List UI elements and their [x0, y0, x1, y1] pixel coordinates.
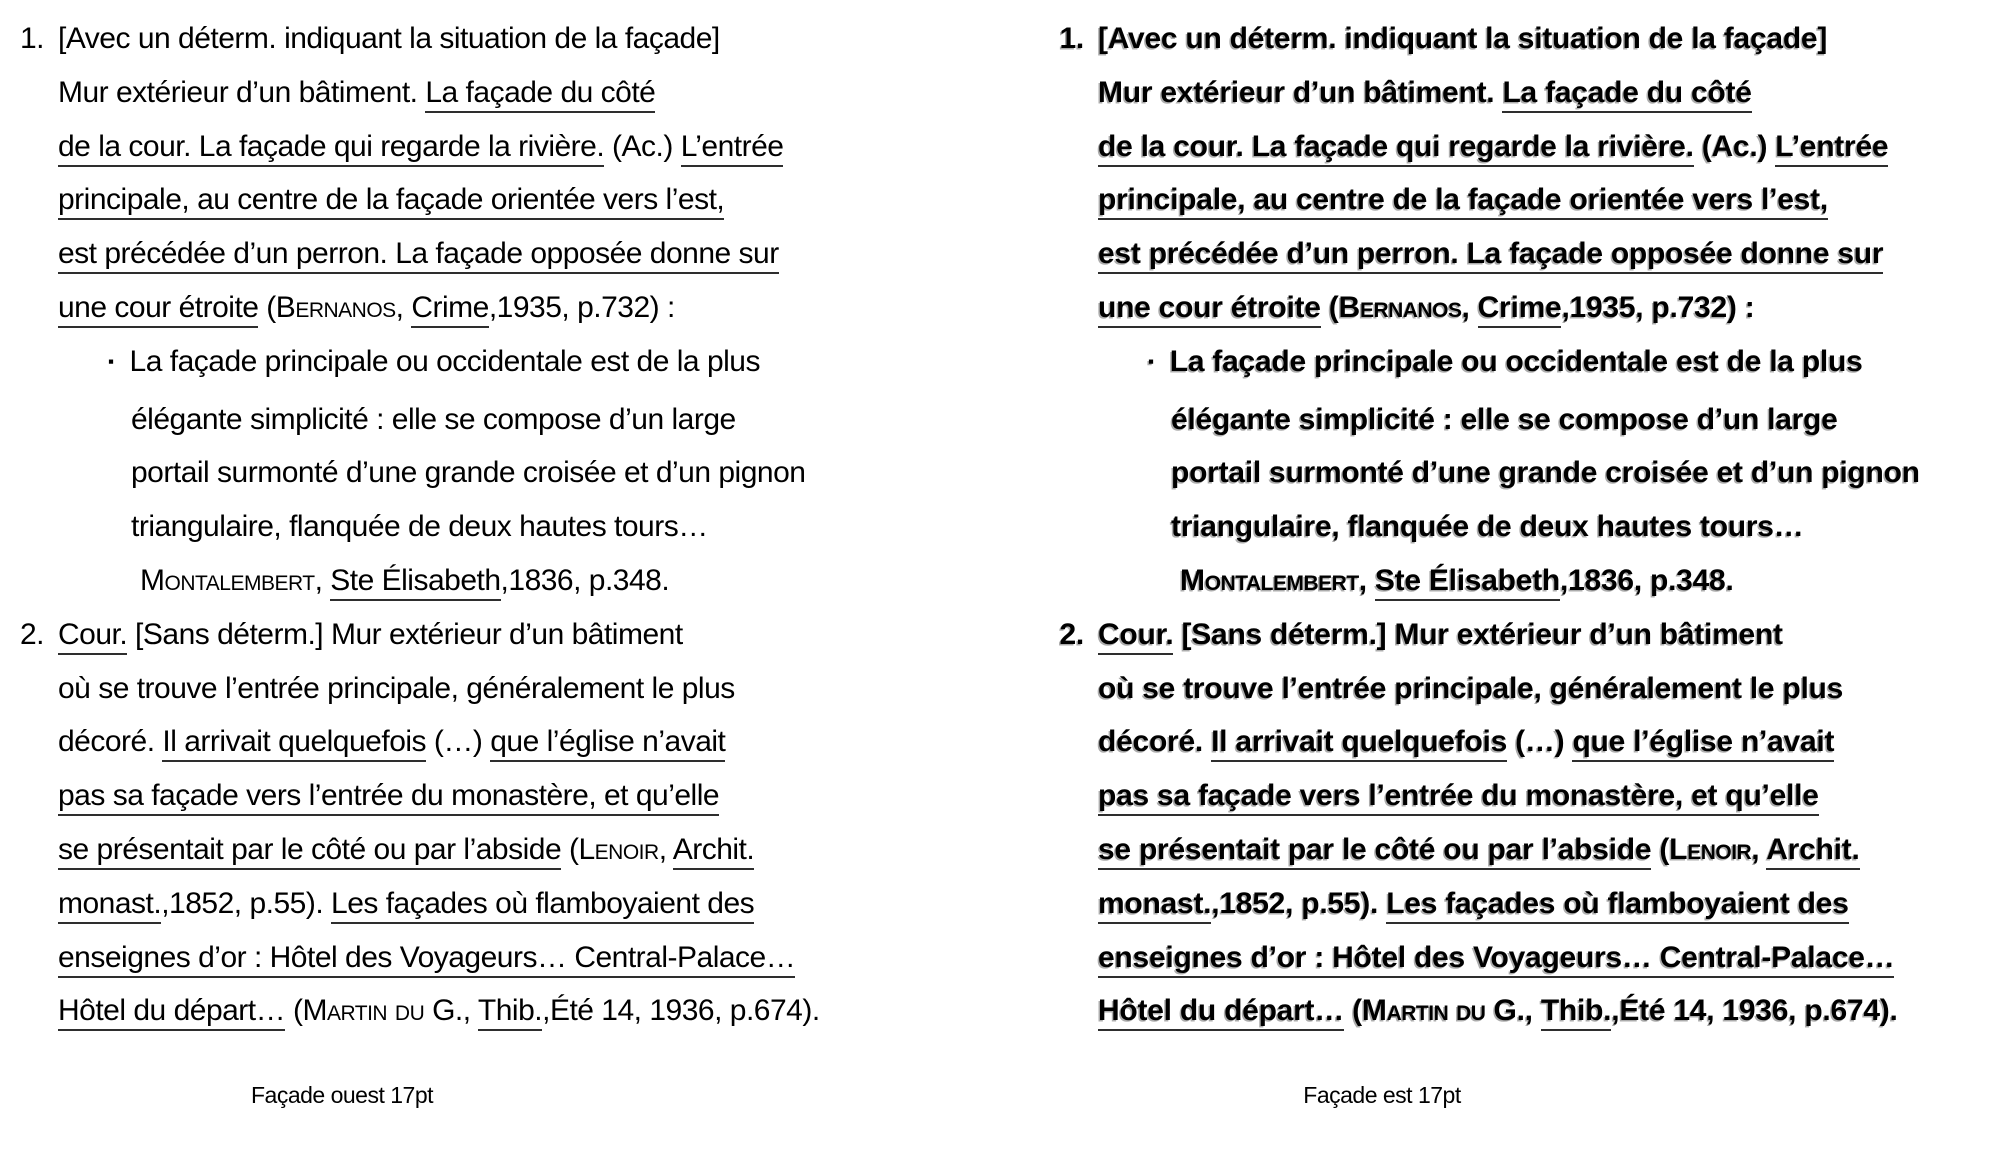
- line-runs: [1098, 715, 1834, 769]
- smallcaps-run: enoir: [1687, 832, 1752, 866]
- text-line: [0, 66, 1000, 120]
- text-line: [0, 554, 1000, 608]
- line-runs: [1098, 984, 1898, 1038]
- line-runs: [1098, 12, 1827, 66]
- line-runs: [131, 500, 708, 554]
- column-facade-ouest: [0, 0, 1000, 1152]
- underlined-run: Ste Élisabeth: [330, 564, 500, 601]
- underlined-run: monast.: [58, 887, 161, 924]
- text-run: triangulaire, flanquée de deux hautes tours…: [1171, 510, 1804, 544]
- text-run: G.,: [1485, 994, 1541, 1028]
- line-runs: [1098, 608, 1783, 662]
- underlined-run: Il arrivait quelquefois: [1211, 725, 1507, 762]
- line-runs: [58, 662, 735, 716]
- text-run: élégante simplicité : elle se compose d’un large: [1171, 402, 1838, 436]
- text-run: (M: [285, 994, 327, 1028]
- text-line: [0, 12, 1000, 66]
- text-run: portail surmonté d’une grande croisée et d’un pignon: [1171, 456, 1920, 490]
- text-run: portail surmonté d’une grande croisée et d’un pignon: [131, 456, 806, 490]
- line-runs: [1098, 823, 1860, 877]
- underlined-run: Archit.: [673, 833, 755, 870]
- line-runs: [58, 66, 655, 120]
- text-run: ,Été 14, 1936, p.674).: [542, 994, 820, 1028]
- text-line: [0, 931, 1000, 985]
- smallcaps-run: ontalembert: [164, 563, 315, 597]
- text-line: [0, 715, 1000, 769]
- text-run: ,: [314, 563, 331, 597]
- text-line: [0, 335, 1000, 393]
- line-runs: [58, 173, 724, 227]
- text-line: [0, 393, 1000, 447]
- underlined-run: La façade du côté: [425, 76, 655, 113]
- text-line: [1040, 393, 2002, 447]
- underlined-run: de la cour. La façade qui regarde la rivière.: [1098, 130, 1694, 167]
- text-run: ,1852, p.55).: [161, 886, 332, 920]
- line-runs: [58, 984, 820, 1038]
- text-run: ,: [1461, 290, 1478, 324]
- text-run: ,: [395, 290, 412, 324]
- text-line: [0, 120, 1000, 174]
- line-runs: [1171, 393, 1838, 447]
- item-number: 2.: [19, 617, 44, 651]
- line-runs: [58, 227, 779, 281]
- text-line: [1040, 608, 2002, 662]
- text-run: où se trouve l’entrée principale, généralement le plus: [1098, 671, 1844, 705]
- text-run: Mur extérieur d’un bâtiment.: [1098, 75, 1503, 109]
- underlined-run: que l’église n’avait: [490, 725, 725, 762]
- item-number: 1.: [19, 22, 44, 55]
- underlined-run: Archit.: [1766, 833, 1859, 870]
- underlined-run: Crime: [1478, 291, 1562, 328]
- text-run: La façade principale ou occidentale est de la plus: [129, 344, 760, 378]
- text-block-ouest: [0, 0, 1000, 1038]
- underlined-run: enseignes d’or : Hôtel des Voyageurs… Central-Palace…: [1098, 941, 1894, 978]
- text-run: ,1836, p.348.: [1560, 563, 1734, 597]
- text-line: [1040, 984, 2002, 1038]
- text-line: [1040, 769, 2002, 823]
- text-line: [1040, 173, 2002, 227]
- column-facade-est: [1040, 0, 2002, 1152]
- underlined-run: une cour étroite: [58, 291, 258, 328]
- text-run: où se trouve l’entrée principale, généralement le plus: [58, 671, 735, 705]
- text-line: [0, 173, 1000, 227]
- text-run: [Avec un déterm. indiquant la situation de la façade]: [58, 22, 720, 55]
- line-runs: [1098, 931, 1894, 985]
- text-run: (B: [1320, 290, 1360, 324]
- line-runs: [1098, 281, 1754, 335]
- underlined-run: L’entrée: [681, 130, 784, 167]
- text-run: ,Été 14, 1936, p.674).: [1611, 994, 1898, 1028]
- text-run: [Avec un déterm. indiquant la situation de la façade]: [1098, 22, 1828, 55]
- text-run: (B: [258, 290, 296, 324]
- text-line: [0, 877, 1000, 931]
- text-line: [0, 769, 1000, 823]
- text-run: ,1836, p.348.: [500, 563, 670, 597]
- line-runs: [58, 877, 754, 931]
- line-runs: [58, 281, 675, 335]
- underlined-run: est précédée d’un perron. La façade opposée donne sur: [1098, 237, 1883, 274]
- bullet-icon: ▪: [1148, 351, 1154, 371]
- line-runs: [131, 446, 805, 500]
- text-line: [0, 823, 1000, 877]
- smallcaps-run: ernanos: [295, 290, 396, 324]
- line-runs: [140, 554, 669, 608]
- item-number: 1.: [1059, 22, 1084, 55]
- text-line: [1040, 66, 2002, 120]
- line-runs: [1098, 66, 1752, 120]
- underlined-run: une cour étroite: [1098, 291, 1321, 328]
- text-line: [1040, 120, 2002, 174]
- line-runs: [1098, 769, 1819, 823]
- text-line: [1040, 823, 2002, 877]
- text-run: ,: [1358, 563, 1375, 597]
- text-line: [0, 227, 1000, 281]
- text-line: [1040, 715, 2002, 769]
- text-run: [Sans déterm.] Mur extérieur d’un bâtiment: [127, 617, 683, 651]
- text-run: ,: [1751, 832, 1767, 866]
- text-line: [0, 662, 1000, 716]
- line-runs: [1098, 173, 1828, 227]
- text-run: Mur extérieur d’un bâtiment.: [58, 75, 426, 109]
- underlined-run: Les façades où flamboyaient des: [1386, 887, 1848, 924]
- underlined-run: Cour.: [1098, 618, 1173, 655]
- underlined-run: Crime: [411, 291, 489, 328]
- line-runs: [58, 715, 725, 769]
- caption-facade-est: Façade est 17pt: [1303, 1082, 1461, 1108]
- line-runs: [58, 120, 783, 174]
- smallcaps-run: ontalembert: [1204, 563, 1359, 597]
- text-run: (M: [1344, 994, 1387, 1028]
- text-run: ,1852, p.55).: [1211, 886, 1387, 920]
- underlined-run: principale, au centre de la façade orientée vers l’est,: [1098, 183, 1828, 220]
- smallcaps-run: artin du: [1386, 994, 1486, 1028]
- text-run: (Ac.): [604, 129, 681, 163]
- text-run: élégante simplicité : elle se compose d’un large: [131, 402, 736, 436]
- line-runs: [1180, 554, 1734, 608]
- underlined-run: enseignes d’or : Hôtel des Voyageurs… Central-Palace…: [58, 941, 795, 978]
- item-number: 2.: [1059, 617, 1084, 651]
- line-runs: [1098, 227, 1883, 281]
- underlined-run: principale, au centre de la façade orientée vers l’est,: [58, 183, 724, 220]
- text-run: décoré.: [58, 725, 163, 759]
- text-run: ,: [658, 832, 673, 866]
- line-runs: [1098, 662, 1843, 716]
- text-run: La façade principale ou occidentale est de la plus: [1169, 344, 1863, 378]
- line-runs: [1171, 500, 1803, 554]
- smallcaps-run: artin du: [326, 994, 425, 1028]
- text-line: [0, 984, 1000, 1038]
- underlined-run: de la cour. La façade qui regarde la rivière.: [58, 130, 604, 167]
- line-runs: [131, 393, 736, 447]
- text-run: M: [1180, 563, 1205, 597]
- line-runs: [130, 335, 760, 389]
- underlined-run: est précédée d’un perron. La façade opposée donne sur: [58, 237, 779, 274]
- underlined-run: Hôtel du départ…: [1098, 994, 1344, 1031]
- underlined-run: Il arrivait quelquefois: [162, 725, 426, 762]
- underlined-run: pas sa façade vers l’entrée du monastère, et qu’elle: [1098, 779, 1819, 816]
- smallcaps-run: enoir: [594, 832, 659, 866]
- line-runs: [1098, 877, 1849, 931]
- text-line: [0, 446, 1000, 500]
- text-run: ,1935, p.732) :: [488, 290, 675, 324]
- line-runs: [58, 608, 683, 662]
- text-run: M: [140, 563, 165, 597]
- line-runs: [58, 823, 754, 877]
- underlined-run: que l’église n’avait: [1572, 725, 1834, 762]
- line-runs: [1098, 120, 1888, 174]
- text-line: [1040, 281, 2002, 335]
- text-line: [1040, 877, 2002, 931]
- text-run: triangulaire, flanquée de deux hautes tours…: [131, 510, 708, 544]
- line-runs: [1170, 335, 1863, 389]
- underlined-run: Les façades où flamboyaient des: [331, 887, 754, 924]
- underlined-run: monast.: [1098, 887, 1211, 924]
- text-line: [1040, 12, 2002, 66]
- text-line: [1040, 335, 2002, 393]
- underlined-run: Thib.: [1541, 994, 1611, 1031]
- underlined-run: Hôtel du départ…: [58, 994, 285, 1031]
- text-line: [1040, 446, 2002, 500]
- text-line: [1040, 931, 2002, 985]
- line-runs: [1171, 446, 1920, 500]
- text-line: [0, 281, 1000, 335]
- smallcaps-run: ernanos: [1359, 290, 1462, 324]
- text-line: [0, 500, 1000, 554]
- line-runs: [58, 931, 795, 985]
- text-line: [0, 608, 1000, 662]
- text-run: (L: [1651, 832, 1688, 866]
- underlined-run: se présentait par le côté ou par l’abside: [1098, 833, 1651, 870]
- caption-facade-ouest: Façade ouest 17pt: [250, 1082, 434, 1108]
- line-runs: [58, 12, 720, 66]
- text-line: [1040, 554, 2002, 608]
- text-run: (…): [426, 725, 491, 759]
- underlined-run: pas sa façade vers l’entrée du monastère, et qu’elle: [58, 779, 719, 816]
- line-runs: [58, 769, 719, 823]
- bullet-icon: ▪: [108, 351, 114, 371]
- text-run: (…): [1507, 725, 1573, 759]
- text-run: ,1935, p.732) :: [1561, 290, 1755, 324]
- text-line: [1040, 500, 2002, 554]
- underlined-run: Ste Élisabeth: [1375, 564, 1560, 601]
- underlined-run: Thib.: [478, 994, 542, 1031]
- text-run: G.,: [424, 994, 478, 1028]
- underlined-run: Cour.: [58, 618, 127, 655]
- underlined-run: se présentait par le côté ou par l’abside: [58, 833, 561, 870]
- text-run: (Ac.): [1693, 129, 1776, 163]
- text-line: [1040, 227, 2002, 281]
- text-block-est: [1040, 0, 2002, 1038]
- text-run: (L: [561, 832, 595, 866]
- text-line: [1040, 662, 2002, 716]
- text-run: [Sans déterm.] Mur extérieur d’un bâtiment: [1173, 617, 1783, 651]
- underlined-run: La façade du côté: [1502, 76, 1751, 113]
- text-run: décoré.: [1098, 725, 1212, 759]
- underlined-run: L’entrée: [1775, 130, 1888, 167]
